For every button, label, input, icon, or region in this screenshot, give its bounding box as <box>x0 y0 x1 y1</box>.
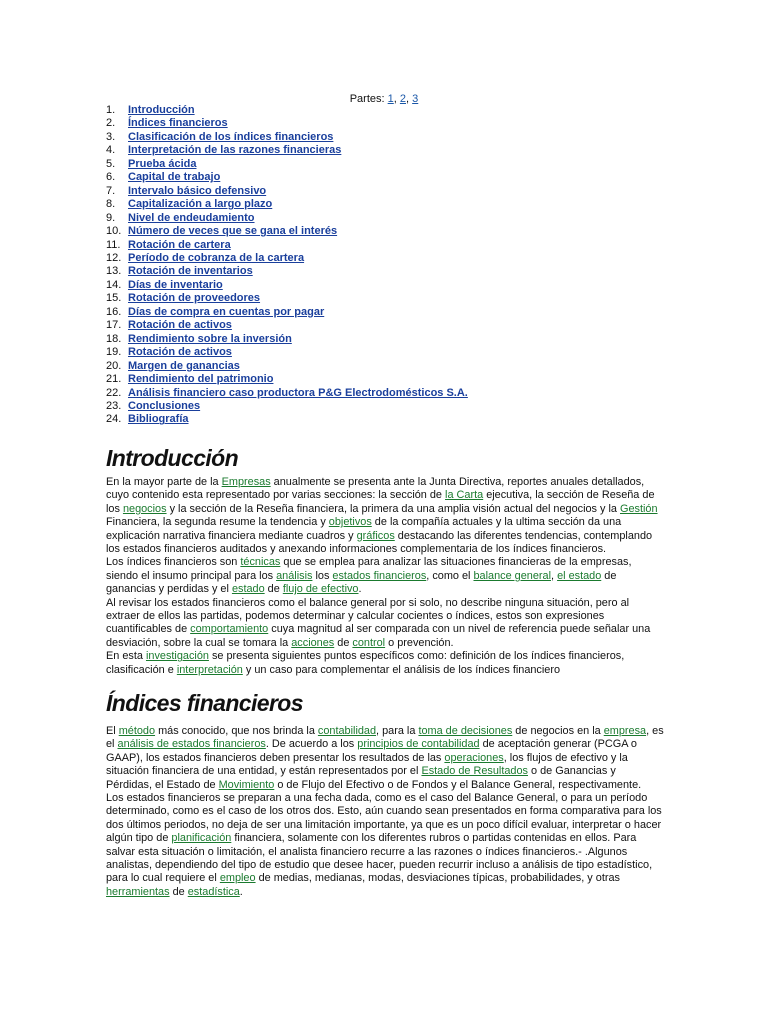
part-link-3[interactable]: 3 <box>412 93 419 105</box>
text-run: En esta <box>106 650 146 663</box>
inline-link[interactable]: planificación <box>171 832 232 845</box>
toc-item-link[interactable]: Rendimiento sobre la inversión <box>128 332 292 345</box>
toc-item-link[interactable]: Período de cobranza de la cartera <box>128 251 305 264</box>
text-run: de la compañía actuales y la ultima sección da una explicación narrativa financiera mediante cuadros y <box>106 516 622 542</box>
text-run: de <box>334 636 353 649</box>
toc-item-link[interactable]: Rotación de inventarios <box>128 265 253 278</box>
toc-item-link[interactable]: Días de compra en cuentas por pagar <box>128 305 325 318</box>
table-of-contents <box>106 104 468 427</box>
inline-link[interactable]: estado <box>231 583 265 596</box>
text-run: . De acuerdo a los <box>265 738 358 751</box>
inline-link[interactable]: empresa <box>603 725 647 737</box>
section-title-indices-financieros: Índices financieros <box>106 690 303 716</box>
paragraph <box>106 556 664 596</box>
toc-item-link[interactable]: Introducción <box>128 104 195 116</box>
toc-item <box>106 387 468 400</box>
toc-item-link[interactable]: Rotación de activos <box>128 346 232 359</box>
toc-item-number: 18. <box>106 332 122 345</box>
inline-link[interactable]: negocios <box>122 502 167 515</box>
toc-item-link[interactable]: Días de inventario <box>128 278 223 291</box>
text-run: o de Flujo del Efectivo o de Fondos y el Balance General, respectivamente. <box>274 778 642 791</box>
toc-item-link[interactable]: Clasificación de los índices financieros <box>128 130 334 143</box>
text-run: de aceptación generar (PCGA o GAAP), los estados financieros deben presentar los resultados de las <box>106 738 637 764</box>
toc-item <box>106 373 468 386</box>
toc-item <box>106 171 468 184</box>
inline-link[interactable]: Estado de Resultados <box>421 765 528 778</box>
toc-item-link[interactable]: Intervalo básico defensivo <box>128 184 267 197</box>
toc-item <box>106 360 468 373</box>
toc-item <box>106 319 468 332</box>
toc-item-number: 13. <box>106 265 122 278</box>
inline-link[interactable]: principios de contabilidad <box>357 738 480 751</box>
toc-item-number: 23. <box>106 399 122 412</box>
text-run: , los flujos de efectivo y la situación financiera de una entidad, y están representados por el <box>106 751 628 778</box>
toc-item-number: 12. <box>106 251 122 264</box>
text-run: El <box>106 725 119 737</box>
toc-item-number: 19. <box>106 346 122 359</box>
toc-item <box>106 104 468 117</box>
inline-link[interactable]: interpretación <box>176 663 243 676</box>
inline-link[interactable]: empleo <box>219 872 256 885</box>
toc-item <box>106 306 468 319</box>
text-run: . <box>358 583 362 596</box>
text-run: , como el <box>426 569 474 582</box>
toc-item <box>106 212 468 225</box>
paragraph <box>106 792 664 899</box>
inline-link[interactable]: contabilidad <box>317 725 377 737</box>
inline-link[interactable]: investigación <box>145 650 209 663</box>
toc-item-number: 24. <box>106 413 122 426</box>
section-title-introduccion: Introducción <box>106 445 239 471</box>
toc-item-link[interactable]: Bibliografía <box>128 413 189 426</box>
inline-link[interactable]: método <box>118 725 156 737</box>
toc-item-link[interactable]: Número de veces que se gana el interés <box>128 225 338 238</box>
section-body-introduccion <box>106 476 664 677</box>
text-run: y la sección de la Reseña financiera, la primera da una amplia visión actual del negocios y la <box>166 502 620 515</box>
toc-item <box>106 239 468 252</box>
text-run: . <box>239 885 243 898</box>
toc-item-link[interactable]: Rotación de cartera <box>128 238 231 251</box>
toc-item-link[interactable]: Conclusiones <box>128 399 201 412</box>
parts-navigation: Partes: 1, 2, 3 <box>349 93 419 105</box>
toc-item-number: 22. <box>106 386 122 399</box>
inline-link[interactable]: objetivos <box>328 516 372 529</box>
toc-item-number: 6. <box>106 171 116 184</box>
text-run: , para la <box>376 725 419 737</box>
toc-item <box>106 131 468 144</box>
text-run: En la mayor parte de la <box>106 476 222 488</box>
toc-item-number: 21. <box>106 373 122 386</box>
inline-link[interactable]: herramientas <box>106 885 170 898</box>
inline-link[interactable]: estadística <box>187 885 240 898</box>
paragraph <box>106 597 664 651</box>
text-run: y un caso para complementar el análisis de los índices financiero <box>242 663 561 676</box>
text-run: Al revisar los estados financieros como el balance general por si solo, no describe ninguna situación, pero al extraer de ellos las partidas, podemos determinar y calcular cocientes o índices, estos son expresiones cuantificables de <box>106 596 630 636</box>
toc-item-link[interactable]: Prueba ácida <box>128 157 197 170</box>
toc-item <box>106 158 468 171</box>
text-run: , es el <box>106 725 664 751</box>
inline-link[interactable]: flujo de efectivo <box>282 583 359 596</box>
text-run: ejecutiva, la sección de Reseña de los <box>106 489 655 515</box>
toc-item <box>106 292 468 305</box>
toc-item-number: 2. <box>106 117 116 130</box>
toc-item <box>106 400 468 413</box>
text-run: , <box>551 569 558 582</box>
text-run: o prevención. <box>385 636 454 649</box>
text-run: destacando las diferentes tendencias, contemplando los estados financieros auditados y anexando informaciones complementaria de los índices financieros. <box>106 529 653 556</box>
toc-item-link[interactable]: Margen de ganancias <box>128 359 240 372</box>
toc-item <box>106 333 468 346</box>
inline-link[interactable]: acciones <box>291 636 335 649</box>
toc-item-number: 8. <box>106 198 116 211</box>
toc-item <box>106 413 468 426</box>
text-run: más conocido, que nos brinda la <box>155 725 318 737</box>
toc-item-number: 4. <box>106 144 116 157</box>
inline-link[interactable]: comportamiento <box>190 623 269 636</box>
inline-link[interactable]: el estado <box>557 569 602 582</box>
parts-label: Partes: <box>349 93 385 105</box>
toc-item <box>106 144 468 157</box>
toc-item-link[interactable]: Rendimiento del patrimonio <box>128 373 274 386</box>
toc-item-number: 9. <box>106 211 116 224</box>
text-run: Financiera, la segunda resume la tendencia y <box>106 516 329 529</box>
toc-item-number: 16. <box>106 305 122 318</box>
text-run: de ganancias y perdidas y el <box>106 569 617 596</box>
inline-link[interactable]: la Carta <box>445 489 484 502</box>
toc-item-link[interactable]: Rotación de proveedores <box>128 292 261 305</box>
paragraph <box>106 650 664 677</box>
inline-link[interactable]: Gestión <box>620 502 658 515</box>
toc-item <box>106 185 468 198</box>
toc-item-number: 20. <box>106 359 122 372</box>
toc-item-number: 7. <box>106 184 116 197</box>
text-run: cuya magnitud al ser comparada con un nivel de referencia puede señalar una desviación, sobre la cual se tomara la <box>106 623 651 649</box>
inline-link[interactable]: operaciones <box>444 751 504 764</box>
text-run: financiera, solamente con los diferentes rubros o partidas contenidas en ellos. Para salvar esta situación o limitación, el analista financiero recurre a las razones o índices financieros.- .Algunos analistas, dependiendo del tipo de estudio que desee hacer, pueden recurrir incluso a análisis de tipo estadístico, para lo cual requiere el <box>106 832 653 885</box>
text-run: se presenta siguientes puntos específicos como: definición de los índices financieros, clasificación e <box>106 650 625 676</box>
toc-item-number: 10. <box>106 225 122 238</box>
toc-item-link[interactable]: Rotación de activos <box>128 319 232 332</box>
text-run: de negocios en la <box>512 725 604 737</box>
inline-link[interactable]: gráficos <box>356 529 395 542</box>
toc-item-number: 3. <box>106 130 116 143</box>
toc-item-number: 1. <box>106 104 116 116</box>
text-run: de <box>264 583 283 596</box>
toc-item-number: 11. <box>106 238 121 251</box>
toc-item-link[interactable]: Capitalización a largo plazo <box>128 198 273 211</box>
toc-item <box>106 279 468 292</box>
text-run: anualmente se presenta ante la Junta Directiva, reportes anuales detallados, cuyo contenido esta representado por varias secciones: la sección de <box>106 476 645 502</box>
toc-item <box>106 252 468 265</box>
paragraph <box>106 476 664 556</box>
section-body-indices-financieros <box>106 725 664 899</box>
toc-item-link[interactable]: Análisis financiero caso productora P&G Electrodomésticos S.A. <box>128 386 468 399</box>
toc-item-link[interactable]: Índices financieros <box>128 117 228 130</box>
inline-link[interactable]: toma de decisiones <box>418 725 513 737</box>
inline-link[interactable]: Empresas <box>221 476 271 488</box>
text-run: que se emplea para analizar las situaciones financieras de la empresas, siendo el insumo principal para los <box>106 556 632 582</box>
part-link-1[interactable]: 1 <box>387 93 394 105</box>
inline-link[interactable]: control <box>352 636 386 649</box>
text-run: Los estados financieros se preparan a una fecha dada, como es el caso del Balance General, o para un período determinado, como es el caso de los otros dos. Esto, aún cuando sean presentados en forma comparativa para los dos últimos periodos, no deja de ser una limitación importante, ya que es un poco difícil evaluar, interpretar o hacer algún tipo de <box>106 792 662 845</box>
toc-item <box>106 265 468 278</box>
inline-link[interactable]: balance general <box>473 569 551 582</box>
toc-item <box>106 198 468 211</box>
inline-link[interactable]: Movimiento <box>218 778 275 791</box>
toc-item <box>106 225 468 238</box>
text-run: de <box>169 885 188 898</box>
inline-link[interactable]: análisis <box>276 569 313 582</box>
inline-link[interactable]: estados financieros <box>332 569 427 582</box>
text-run: los <box>312 569 333 582</box>
toc-item-number: 5. <box>106 157 116 170</box>
text-run: o de Ganancias y Pérdidas, el Estado de <box>106 765 616 791</box>
toc-item-link[interactable]: Interpretación de las razones financieras <box>128 144 342 157</box>
inline-link[interactable]: análisis de estados financieros <box>117 738 266 751</box>
toc-item-number: 14. <box>106 278 122 291</box>
text-run: de medias, medianas, modas, desviaciones típicas, probabilidades, y otras <box>255 872 620 885</box>
toc-item-number: 17. <box>106 319 122 332</box>
text-run: Los índices financieros son <box>106 556 241 569</box>
part-link-2[interactable]: 2 <box>399 93 407 105</box>
toc-item-number: 15. <box>106 292 122 305</box>
paragraph <box>106 725 664 792</box>
toc-item <box>106 346 468 359</box>
inline-link[interactable]: técnicas <box>240 556 281 569</box>
toc-item-link[interactable]: Nivel de endeudamiento <box>128 211 255 224</box>
toc-item-link[interactable]: Capital de trabajo <box>128 171 221 184</box>
toc-item <box>106 117 468 130</box>
